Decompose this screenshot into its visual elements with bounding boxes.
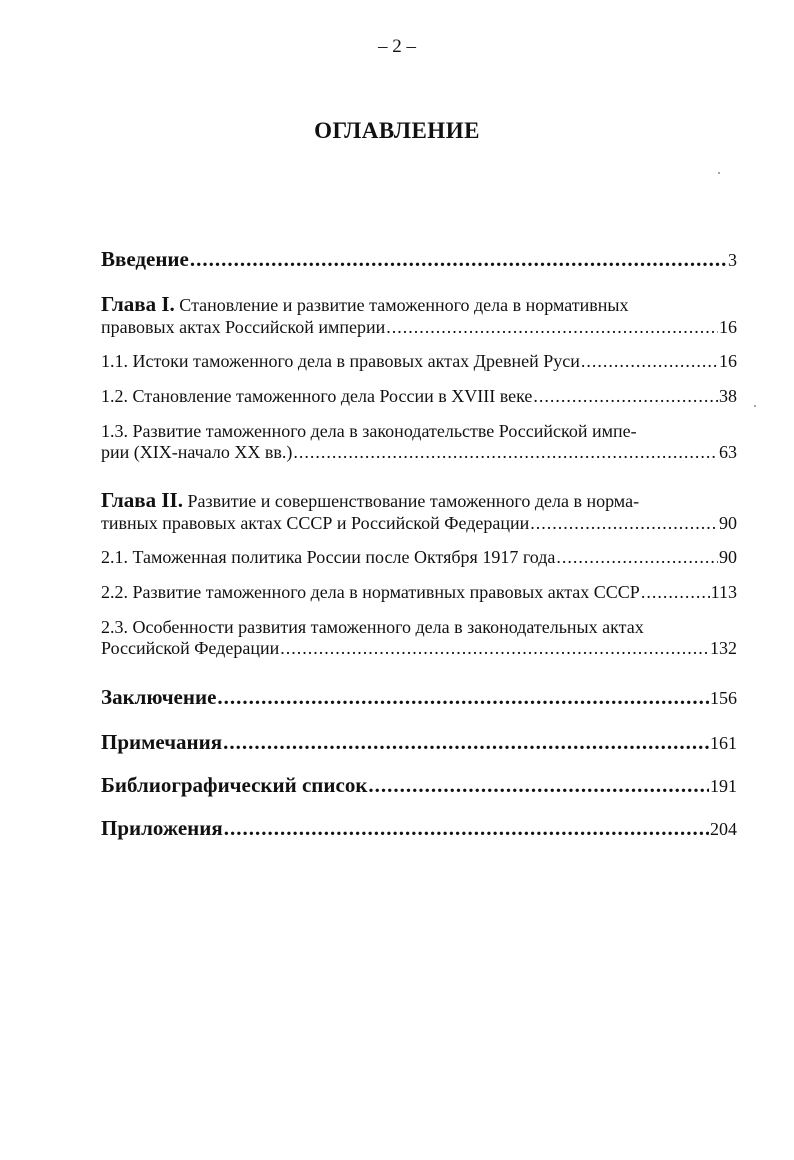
toc-page: 38 <box>719 386 737 406</box>
page-number: – 2 – <box>378 36 416 57</box>
toc-label-line-2: Российской Федерации <box>101 638 280 658</box>
toc-page: 156 <box>710 688 737 708</box>
toc-page: 16 <box>719 317 737 337</box>
toc-page: 161 <box>710 733 737 753</box>
toc-page: 3 <box>728 250 737 270</box>
toc-label: 2.1. Таможенная политика России после Октября 1917 года <box>101 547 556 567</box>
dot-leader <box>530 513 718 534</box>
chapter-number: Глава I. <box>101 292 175 316</box>
toc-label-line-1: 2.3. Особенности развития таможенного дела в законодательных актах <box>101 617 644 637</box>
toc-entry-section-2-3[interactable] <box>101 617 737 659</box>
toc-page: 113 <box>710 582 737 602</box>
dot-leader <box>217 685 709 710</box>
chapter-title-line-2: тивных правовых актах СССР и Российской Федерации <box>101 513 530 533</box>
dot-leader <box>556 547 718 568</box>
toc-label-line-2-row <box>101 442 737 463</box>
toc-entry-section-2-1[interactable] <box>101 547 737 568</box>
toc-label-line-1: 1.3. Развитие таможенного дела в законодательстве Российской импе- <box>101 421 637 441</box>
toc-page: 132 <box>710 638 737 658</box>
toc-label: 2.2. Развитие таможенного дела в нормативных правовых актах СССР <box>101 582 640 602</box>
chapter-title-line-1: Развитие и совершенствование таможенного дела в норма- <box>182 491 640 511</box>
chapter-number: Глава II. <box>101 488 183 512</box>
toc-entry-section-1-2[interactable] <box>101 386 737 407</box>
toc-label: Введение <box>101 247 189 271</box>
toc-label: 1.2. Становление таможенного дела России в XVIII веке <box>101 386 533 406</box>
dot-leader <box>581 351 718 372</box>
dot-leader <box>223 730 709 755</box>
toc-label: Приложения <box>101 816 223 840</box>
toc-page: 191 <box>710 776 737 796</box>
toc-entry-appendices[interactable] <box>101 816 737 841</box>
dot-leader <box>190 247 727 272</box>
scan-speck <box>754 405 756 407</box>
toc-page: 90 <box>719 547 737 567</box>
toc-entry-intro[interactable] <box>101 247 737 272</box>
toc-entry-section-1-3[interactable] <box>101 421 737 463</box>
toc-entry-section-2-2[interactable] <box>101 582 737 603</box>
toc-page: 204 <box>710 819 737 839</box>
chapter-title-line-2-row <box>101 317 737 338</box>
chapter-title-line-1: Становление и развитие таможенного дела в нормативных <box>174 295 629 315</box>
toc-entry-notes[interactable] <box>101 730 737 755</box>
toc-page: 63 <box>719 442 737 462</box>
dot-leader <box>368 773 709 798</box>
chapter-title-line-2-row <box>101 513 737 534</box>
scan-speck <box>718 172 720 174</box>
toc-label: Примечания <box>101 730 223 754</box>
toc-entry-conclusion[interactable] <box>101 685 737 710</box>
toc-label: 1.1. Истоки таможенного дела в правовых актах Древней Руси <box>101 351 580 371</box>
toc-entry-chapter-1[interactable] <box>101 293 737 338</box>
chapter-heading <box>101 293 737 317</box>
toc-entry-chapter-2[interactable] <box>101 489 737 534</box>
toc-label: Заключение <box>101 685 217 709</box>
dot-leader <box>293 442 718 463</box>
chapter-title-line-2: правовых актах Российской империи <box>101 317 386 337</box>
dot-leader <box>280 638 709 659</box>
dot-leader <box>224 816 709 841</box>
dot-leader <box>386 317 718 338</box>
toc-label-line-2: рии (XIX-начало XX вв.) <box>101 442 293 462</box>
dot-leader <box>533 386 718 407</box>
toc-label-line-2-row <box>101 638 737 659</box>
page-title: ОГЛАВЛЕНИЕ <box>314 118 480 143</box>
chapter-heading <box>101 489 737 513</box>
toc-label: Библиографический список <box>101 773 368 797</box>
toc-entry-bibliography[interactable] <box>101 773 737 798</box>
toc-page: 90 <box>719 513 737 533</box>
toc-page: 16 <box>719 351 737 371</box>
dot-leader <box>641 582 710 603</box>
toc-entry-section-1-1[interactable] <box>101 351 737 372</box>
